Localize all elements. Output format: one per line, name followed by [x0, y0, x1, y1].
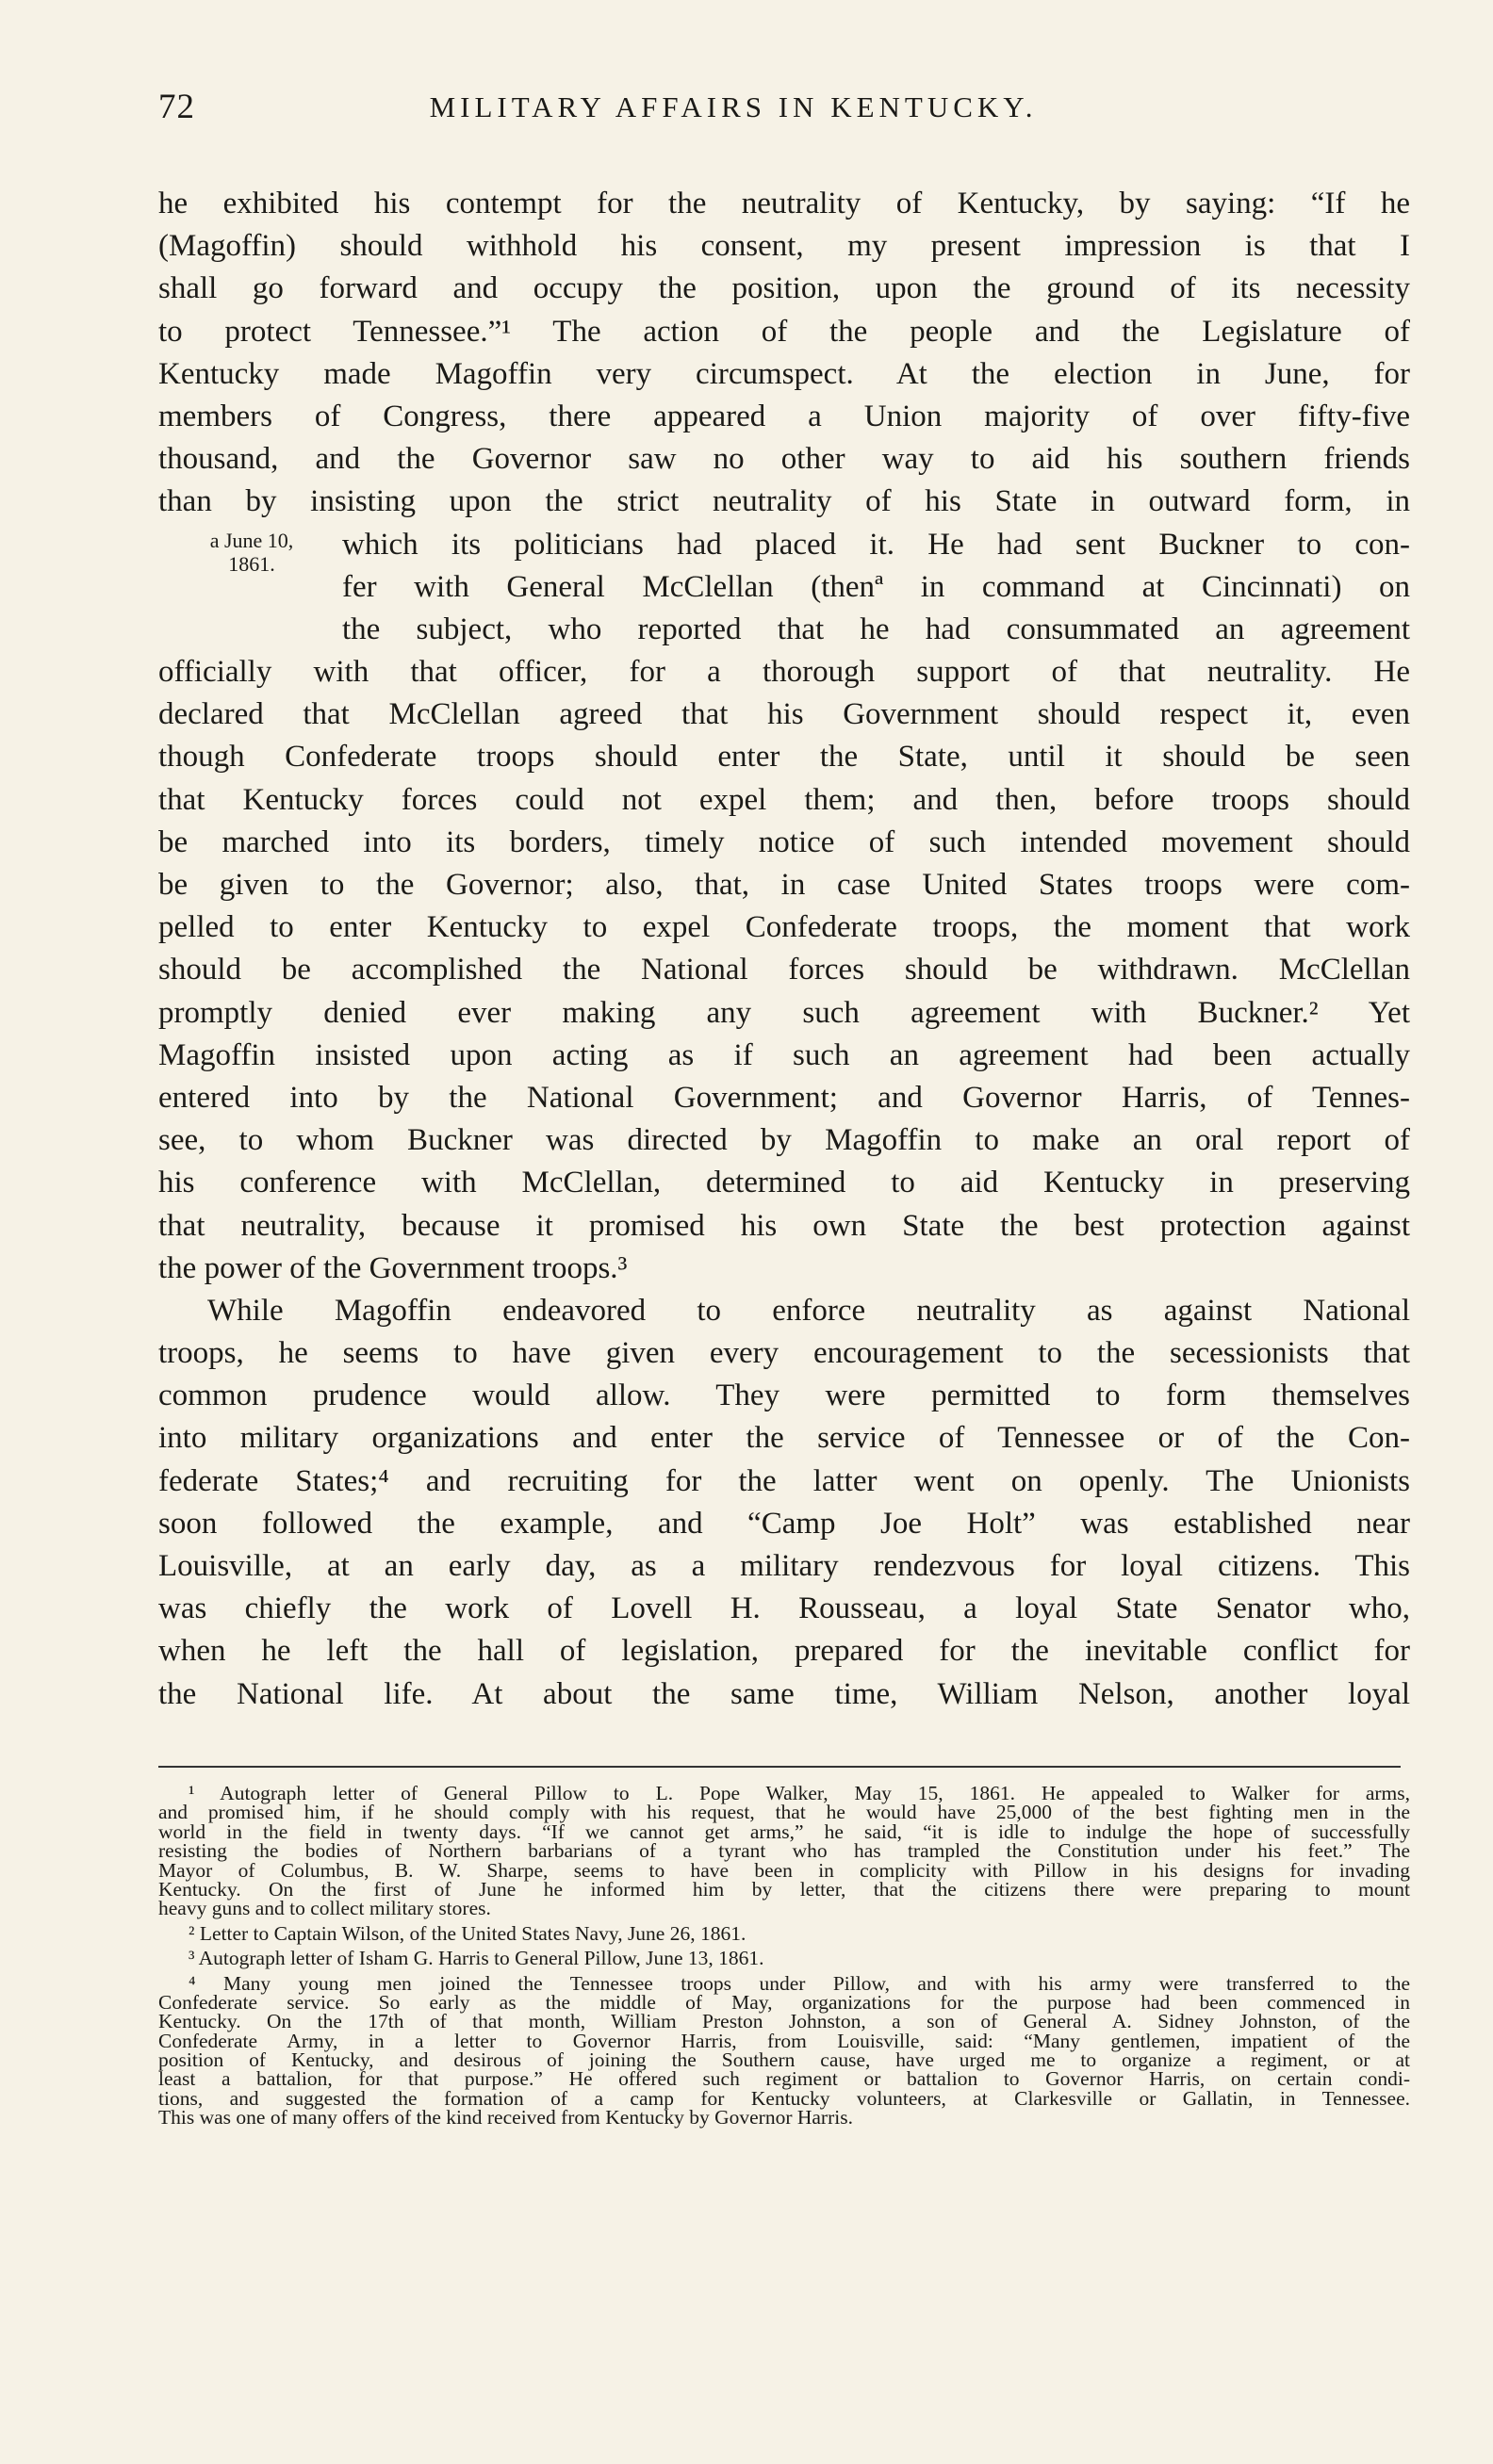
body-line: be given to the Governor; also, that, in case United States troops were com-: [158, 868, 1410, 902]
body-line: officially with that officer, for a thorough support of that neutrality. He: [158, 655, 1410, 690]
body-line: declared that McClellan agreed that his Government should respect it, even: [158, 697, 1410, 732]
footnote-line: resisting the bodies of Northern barbarians of a tyrant who has trampled the Constitution under his feet.” The: [158, 1839, 1410, 1863]
footnote-line: This was one of many offers of the kind received from Kentucky by Governor Harris.: [158, 2106, 853, 2129]
footnote-divider: [158, 1766, 1401, 1768]
body-line: Magoffin insisted upon acting as if such an agreement had been actually: [158, 1037, 1410, 1072]
body-line: he exhibited his contempt for the neutrality of Kentucky, by saying: “If he: [158, 187, 1410, 220]
footnote-line: heavy guns and to collect military stores.: [158, 1897, 491, 1920]
page-number: 72: [158, 88, 195, 126]
body-line: when he left the hall of legislation, prepared for the inevitable conflict for: [158, 1634, 1410, 1669]
footnote-line: Confederate Army, in a letter to Governor Harris, from Louisville, said: “Many gentlemen, impatient of the: [158, 2029, 1410, 2052]
body-line: see, to whom Buckner was directed by Magoffin to make an oral report of: [158, 1123, 1410, 1158]
body-line: than by insisting upon the strict neutrality of his State in outward form, in: [158, 484, 1410, 519]
footnotes: [158, 1784, 1410, 2128]
body-line: troops, he seems to have given every encouragement to the secessionists that: [158, 1336, 1410, 1371]
body-line: entered into by the National Government; and Governor Harris, of Tennes-: [158, 1080, 1410, 1115]
footnote-line: and promised him, if he should comply with his request, that he would have 25,000 of the best fighting men in the: [158, 1801, 1410, 1824]
body-line: that Kentucky forces could not expel them; and then, before troops should: [158, 782, 1410, 817]
body-line: shall go forward and occupy the position, upon the ground of its necessity: [158, 271, 1410, 306]
body-line: common prudence would allow. They were permitted to form themselves: [158, 1379, 1410, 1413]
body-line: the subject, who reported that he had consummated an agreement: [342, 612, 1410, 646]
body-line: the National life. At about the same time, William Nelson, another loyal: [158, 1676, 1410, 1711]
body-line: was chiefly the work of Lovell H. Rousseau, a loyal State Senator who,: [158, 1591, 1410, 1626]
footnote-line: Confederate service. So early as the middle of May, organizations for the purpose had been commenced in: [158, 1990, 1410, 2014]
page-header: [158, 87, 1308, 134]
body-line: into military organizations and enter the service of Tennessee or of the Con-: [158, 1421, 1410, 1456]
footnote-line: Kentucky. On the first of June he informed him by letter, that the citizens there were preparing to mount: [158, 1877, 1410, 1901]
body-line: which its politicians had placed it. He had sent Buckner to con-: [342, 527, 1410, 562]
footnote-line: ⁴ Many young men joined the Tennessee troops under Pillow, and with his army were transferred to the: [189, 1971, 1410, 1995]
body-line: Louisville, at an early day, as a military rendezvous for loyal citizens. This: [158, 1549, 1410, 1583]
body-text: [158, 183, 1410, 1716]
body-line: pelled to enter Kentucky to expel Confederate troops, the moment that work: [158, 910, 1410, 945]
footnote-line: ² Letter to Captain Wilson, of the United States Navy, June 26, 1861.: [189, 1921, 746, 1945]
body-line: While Magoffin endeavored to enforce neutrality as against National: [207, 1293, 1410, 1328]
footnote-line: position of Kentucky, and desirous of joining the Southern cause, have urged me to organize a regiment, or at: [158, 2048, 1410, 2072]
body-line: the power of the Government troops.³: [158, 1250, 628, 1285]
body-line: to protect Tennessee.”¹ The action of the people and the Legislature of: [158, 314, 1410, 349]
body-line: thousand, and the Governor saw no other way to aid his southern friends: [158, 442, 1410, 477]
body-line: (Magoffin) should withhold his consent, my present impression is that I: [158, 229, 1410, 264]
margin-note-line: 1861.: [228, 552, 275, 576]
footnote-line: world in the field in twenty days. “If we cannot get arms,” he said, “it is idle to indulge the hope of successfully: [158, 1819, 1410, 1843]
body-line: soon followed the example, and “Camp Joe Holt” was established near: [158, 1506, 1410, 1541]
body-line: be marched into its borders, timely notice of such intended movement should: [158, 824, 1410, 859]
footnote-line: ³ Autograph letter of Isham G. Harris to General Pillow, June 13, 1861.: [189, 1947, 764, 1970]
body-line: fer with General McClellan (thenª in command at Cincinnati) on: [342, 569, 1410, 604]
margin-note-line: a June 10,: [209, 529, 294, 552]
footnote-line: least a battalion, for that purpose.” He offered such regiment or battalion to Governor Harris, on certain condi-: [158, 2067, 1410, 2091]
footnote-line: tions, and suggested the formation of a camp for Kentucky volunteers, at Clarkesville or Gallatin, in Tennessee.: [158, 2086, 1410, 2110]
footnote-line: Mayor of Columbus, B. W. Sharpe, seems to have been in complicity with Pillow in his designs for invading: [158, 1858, 1410, 1882]
running-head: MILITARY AFFAIRS IN KENTUCKY.: [429, 90, 1038, 123]
body-line: his conference with McClellan, determined to aid Kentucky in preserving: [158, 1166, 1410, 1200]
footnote-line: Kentucky. On the 17th of that month, William Preston Johnston, a son of General A. Sidney Johnston, of the: [158, 2010, 1410, 2033]
body-line: that neutrality, because it promised his own State the best protection against: [158, 1208, 1410, 1243]
body-line: should be accomplished the National forces should be withdrawn. McClellan: [158, 953, 1410, 987]
footnote-line: ¹ Autograph letter of General Pillow to L. Pope Walker, May 15, 1861. He appealed to Walker for arms,: [189, 1782, 1410, 1804]
body-line: though Confederate troops should enter the State, until it should be seen: [158, 740, 1410, 775]
body-line: Kentucky made Magoffin very circumspect. At the election in June, for: [158, 356, 1410, 391]
body-line: members of Congress, there appeared a Union majority of over fifty-five: [158, 399, 1410, 433]
body-line: federate States;⁴ and recruiting for the latter went on openly. The Unionists: [158, 1463, 1410, 1498]
body-line: promptly denied ever making any such agreement with Buckner.² Yet: [158, 995, 1410, 1030]
